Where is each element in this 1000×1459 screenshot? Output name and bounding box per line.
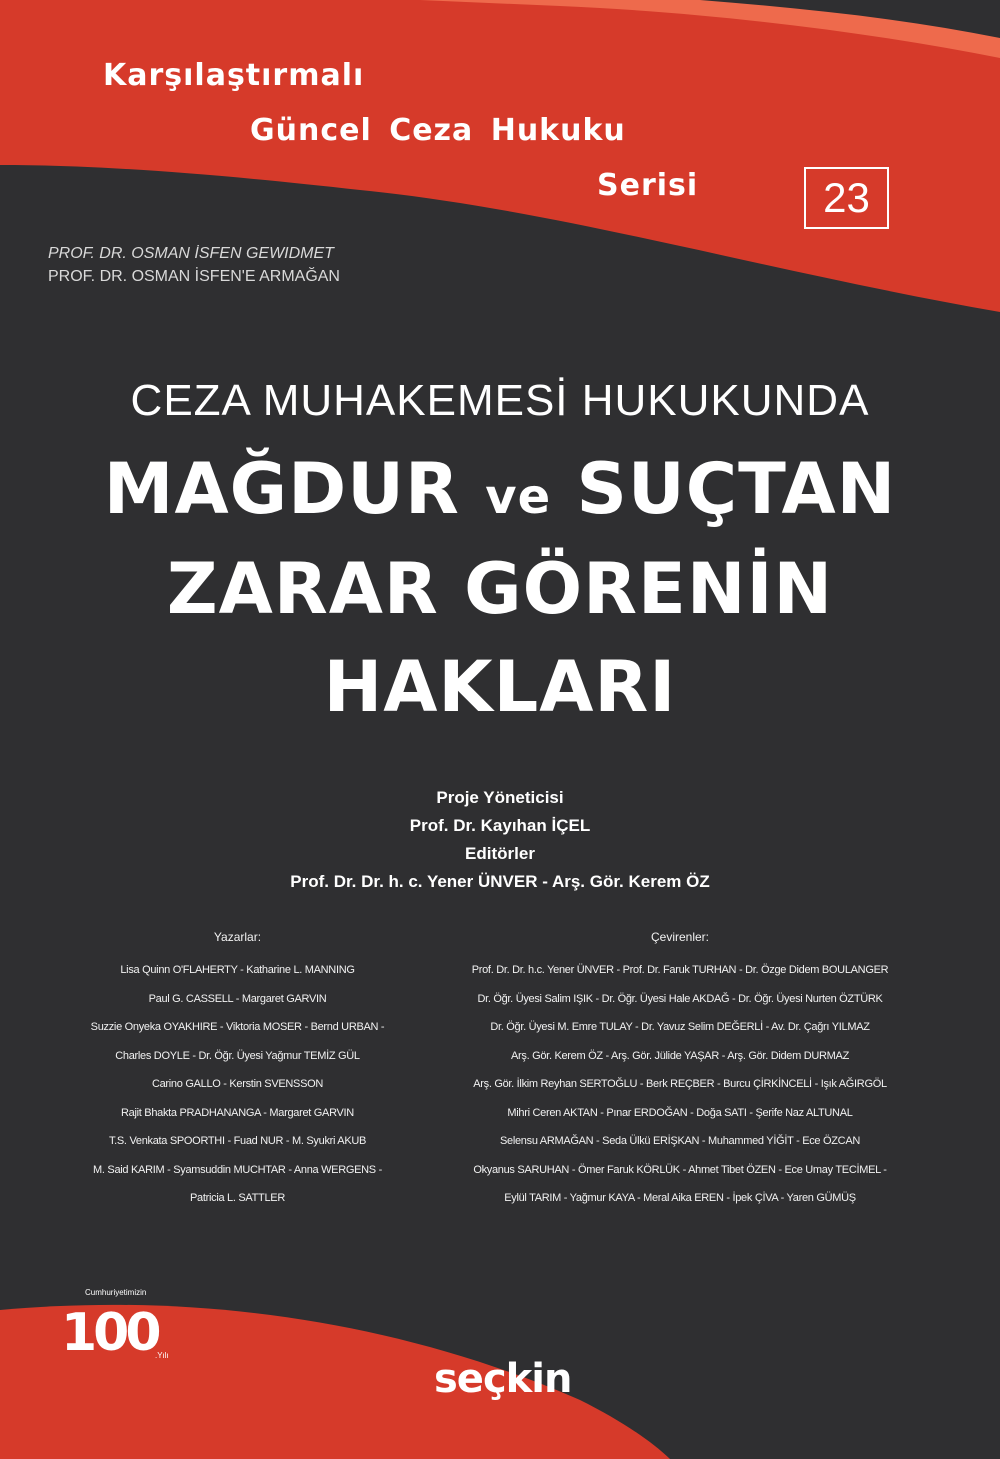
author-line: Paul G. CASSELL - Margaret GARVIN	[148, 992, 327, 1005]
main-title-conjunction: ve	[485, 469, 552, 525]
translator-line: Mihri Ceren AKTAN - Pınar ERDOĞAN - Doğa SATI - Şerife Naz ALTUNAL	[507, 1106, 853, 1119]
editors-names: Prof. Dr. Dr. h. c. Yener ÜNVER - Arş. Gör. Kerem ÖZ	[290, 872, 710, 891]
badge-top-text: Cumhuriyetimizin	[85, 1288, 147, 1297]
volume-number-box: 23	[804, 167, 889, 229]
author-line: Suzzie Onyeka OYAKHIRE - Viktoria MOSER - Bernd URBAN -	[90, 1021, 385, 1033]
badge-number: 100	[61, 1303, 158, 1363]
translator-line: Selensu ARMAĞAN - Seda Ülkü ERİŞKAN - Muhammed YİĞİT - Ece ÖZCAN	[499, 1135, 861, 1147]
main-title-line-1	[0, 448, 1000, 530]
author-line: Carino GALLO - Kerstin SVENSSON	[151, 1078, 324, 1090]
homage-german: PROF. DR. OSMAN İSFEN GEWIDMET	[48, 245, 334, 262]
author-line: Rajit Bhakta PRADHANANGA - Margaret GARVIN	[121, 1106, 354, 1119]
translator-line: Dr. Öğr. Üyesi Salim IŞIK - Dr. Öğr. Üyesi Hale AKDAĞ - Dr. Öğr. Üyesi Nurten ÖZTÜRK	[477, 992, 883, 1005]
publisher-logo: seçkin	[434, 1356, 572, 1402]
author-line: Lisa Quinn O'FLAHERTY - Katharine L. MANNING	[120, 964, 355, 976]
main-title-line-2: ZARAR GÖRENİN	[166, 548, 834, 630]
translator-line: Prof. Dr. Dr. h.c. Yener ÜNVER - Prof. Dr. Faruk TURHAN - Dr. Özge Didem BOULANGER	[471, 964, 889, 976]
translator-line: Arş. Gör. İlkim Reyhan SERTOĞLU - Berk REÇBER - Burcu ÇİRKİNCELİ - Işık AĞIRGÖL	[473, 1078, 887, 1090]
homage-turkish: PROF. DR. OSMAN İSFEN'E ARMAĞAN	[48, 268, 340, 285]
republic-100-years-badge	[55, 1286, 195, 1366]
book-supertitle: CEZA MUHAKEMESİ HUKUKUNDA	[130, 376, 870, 425]
project-manager-name: Prof. Dr. Kayıhan İÇEL	[409, 816, 591, 835]
translator-line: Dr. Öğr. Üyesi M. Emre TULAY - Dr. Yavuz Selim DEĞERLİ - Av. Dr. Çağrı YILMAZ	[490, 1021, 870, 1033]
translator-line: Okyanus SARUHAN - Ömer Faruk KÖRLÜK - Ahmet Tibet ÖZEN - Ece Umay TECİMEL -	[473, 1163, 887, 1176]
authors-list	[60, 928, 415, 1213]
series-line-2: Güncel Ceza Hukuku	[250, 113, 626, 148]
author-line: T.S. Venkata SPOORTHI - Fuad NUR - M. Syukri AKUB	[108, 1135, 367, 1147]
project-manager-label: Proje Yöneticisi	[436, 788, 564, 807]
author-line: Patricia L. SATTLER	[190, 1192, 285, 1204]
series-line-1: Karşılaştırmalı	[103, 58, 365, 93]
editors-label: Editörler	[465, 844, 535, 863]
translators-list	[430, 928, 930, 1213]
translators-label: Çevirenler:	[650, 930, 710, 944]
top-red-band	[0, 0, 1000, 312]
author-line: Charles DOYLE - Dr. Öğr. Üyesi Yağmur TEMİZ GÜL	[115, 1049, 360, 1062]
main-title-word-1: MAĞDUR	[103, 448, 460, 530]
translator-line: Arş. Gör. Kerem ÖZ - Arş. Gör. Jülide YAŞAR - Arş. Gör. Didem DURMAZ	[511, 1049, 849, 1062]
series-line-3: Serisi	[597, 168, 699, 203]
main-title-word-2: SUÇTAN	[576, 448, 897, 530]
authors-label: Yazarlar:	[213, 930, 262, 944]
main-title-line-3: HAKLARI	[323, 646, 677, 728]
translator-line: Eylül TARIM - Yağmur KAYA - Meral Aika EREN - İpek ÇİVA - Yaren GÜMÜŞ	[504, 1192, 856, 1204]
badge-suffix: .Yılı	[155, 1351, 169, 1360]
author-line: M. Said KARIM - Syamsuddin MUCHTAR - Anna WERGENS -	[93, 1163, 382, 1176]
